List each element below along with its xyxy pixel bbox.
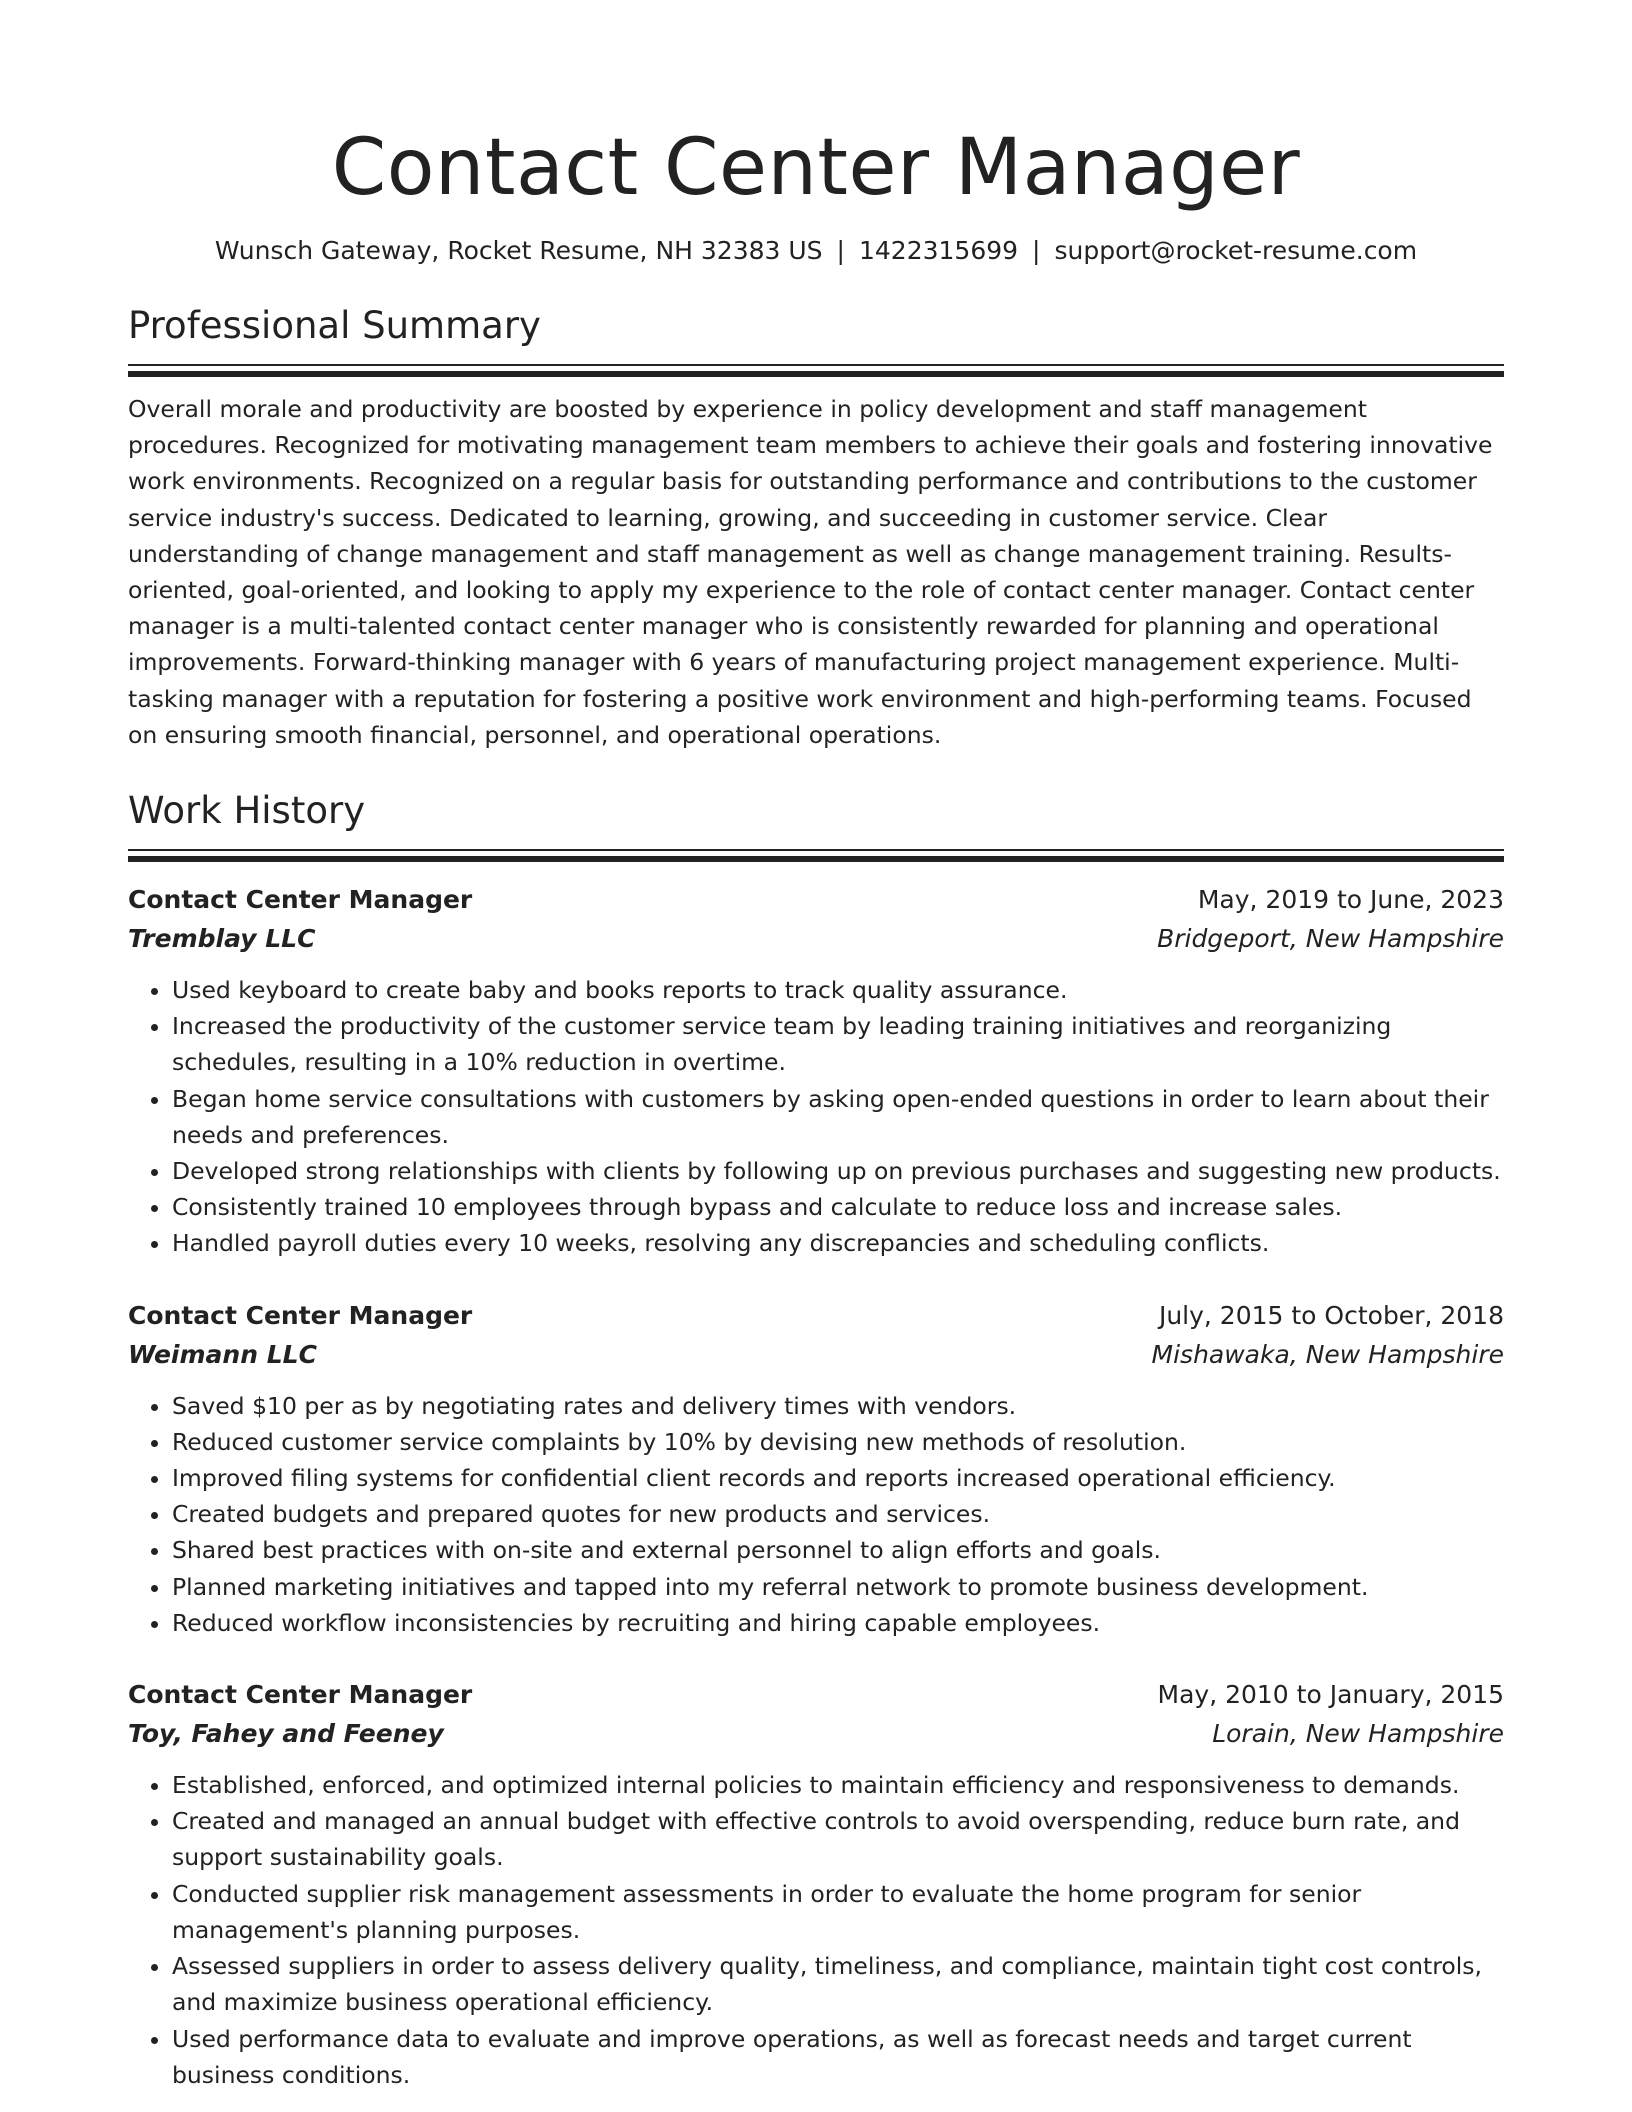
section-rule <box>128 849 1504 851</box>
job-bullet: • Saved $10 per as by negotiating rates and delivery times with vendors. <box>172 1388 1504 1424</box>
job-bullet: • Conducted supplier risk management assessments in order to evaluate the home program for senior management's planning purposes. <box>172 1876 1504 1948</box>
job-bullet: • Reduced customer service complaints by 10% by devising new methods of resolution. <box>172 1424 1504 1460</box>
summary-text: Overall morale and productivity are boosted by experience in policy development and staff management procedures. Recognized for motivating management team members to achieve their goals and fostering innovative work environments. Recognized on a regular basis for outstanding performance and contributions to the customer service industry's success. Dedicated to learning, growing, and succeeding in customer service. Clear understanding of change management and staff management as well as change management training. Results-oriented, goal-oriented, and looking to apply my experience to the role of contact center manager. Contact center manager is a multi-talented contact center manager who is consistently rewarded for planning and operational improvements. Forward-thinking manager with 6 years of manufacturing project management experience. Multi-tasking manager with a reputation for fostering a positive work environment and high-performing teams. Focused on ensuring smooth financial, personnel, and operational operations. <box>128 395 1493 749</box>
job-bullet: • Shared best practices with on-site and external personnel to align efforts and goals. <box>172 1532 1504 1568</box>
job-title: Contact Center Manager <box>128 1300 473 1330</box>
job-bullet: • Consistently trained 10 employees through bypass and calculate to reduce loss and increase sales. <box>172 1189 1504 1225</box>
contact-separator: | <box>1032 236 1041 265</box>
job-entry <box>128 880 1504 1262</box>
section-rule <box>128 364 1504 366</box>
job-bullet-list <box>128 972 1504 1262</box>
section-title-summary: Professional Summary <box>128 304 541 347</box>
job-subheader-row <box>128 1335 1504 1374</box>
job-bullet: • Used keyboard to create baby and books reports to track quality assurance. <box>172 972 1504 1008</box>
job-title: Contact Center Manager <box>128 1680 473 1710</box>
job-subheader-row <box>128 1714 1504 1753</box>
job-title: Contact Center Manager <box>128 885 473 915</box>
job-company: Weimann LLC <box>128 1339 317 1369</box>
job-location: Lorain, New Hampshire <box>1212 1719 1504 1749</box>
job-bullet: • Reduced workflow inconsistencies by recruiting and hiring capable employees. <box>172 1605 1504 1641</box>
job-bullet: • Created budgets and prepared quotes for new products and services. <box>172 1496 1504 1532</box>
section-rule-thick <box>128 856 1504 862</box>
section-rule-thick <box>128 371 1504 377</box>
contact-email: support@rocket-resume.com <box>1054 236 1418 265</box>
job-location: Mishawaka, New Hampshire <box>1151 1339 1504 1369</box>
job-company: Tremblay LLC <box>128 924 316 954</box>
job-dates: May, 2019 to June, 2023 <box>1197 885 1504 915</box>
job-company: Toy, Fahey and Feeney <box>128 1719 444 1749</box>
work-history-section <box>128 787 1504 2093</box>
resume-name: Contact Center Manager <box>331 123 1301 213</box>
job-bullet: • Used performance data to evaluate and improve operations, as well as forecast needs and target current business conditions. <box>172 2021 1504 2093</box>
contact-separator: | <box>836 236 845 265</box>
job-entry <box>128 1675 1504 2093</box>
contact-phone: 1422315699 <box>858 236 1019 265</box>
job-bullet: • Handled payroll duties every 10 weeks, resolving any discrepancies and scheduling conflicts. <box>172 1225 1504 1261</box>
job-bullet: • Created and managed an annual budget with effective controls to avoid overspending, reduce burn rate, and support sustainability goals. <box>172 1803 1504 1875</box>
job-subheader-row <box>128 919 1504 958</box>
job-bullet: • Planned marketing initiatives and tapped into my referral network to promote business development. <box>172 1569 1504 1605</box>
job-header-row <box>128 1675 1504 1714</box>
summary-section <box>128 302 1504 753</box>
contact-line <box>128 234 1504 268</box>
job-header-row <box>128 880 1504 919</box>
job-bullet-list <box>128 1388 1504 1641</box>
job-header-row <box>128 1296 1504 1335</box>
section-title-work-history: Work History <box>128 789 366 833</box>
job-bullet: • Began home service consultations with customers by asking open-ended questions in order to learn about their needs and preferences. <box>172 1081 1504 1153</box>
job-bullet: • Developed strong relationships with clients by following up on previous purchases and suggesting new products. <box>172 1153 1504 1189</box>
job-bullet-list <box>128 1767 1504 2093</box>
resume-page <box>128 120 1504 2093</box>
job-location: Bridgeport, New Hampshire <box>1157 924 1504 954</box>
job-bullet: • Assessed suppliers in order to assess delivery quality, timeliness, and compliance, maintain tight cost controls, and maximize business operational efficiency. <box>172 1948 1504 2020</box>
job-bullet: • Established, enforced, and optimized internal policies to maintain efficiency and responsiveness to demands. <box>172 1767 1504 1803</box>
job-entry <box>128 1296 1504 1641</box>
job-bullet: • Increased the productivity of the customer service team by leading training initiatives and reorganizing schedules, resulting in a 10% reduction in overtime. <box>172 1008 1504 1080</box>
contact-address: Wunsch Gateway, Rocket Resume, NH 32383 US <box>214 236 823 265</box>
job-dates: July, 2015 to October, 2018 <box>1158 1300 1504 1330</box>
job-bullet: • Improved filing systems for confidential client records and reports increased operational efficiency. <box>172 1460 1504 1496</box>
job-dates: May, 2010 to January, 2015 <box>1157 1680 1504 1710</box>
